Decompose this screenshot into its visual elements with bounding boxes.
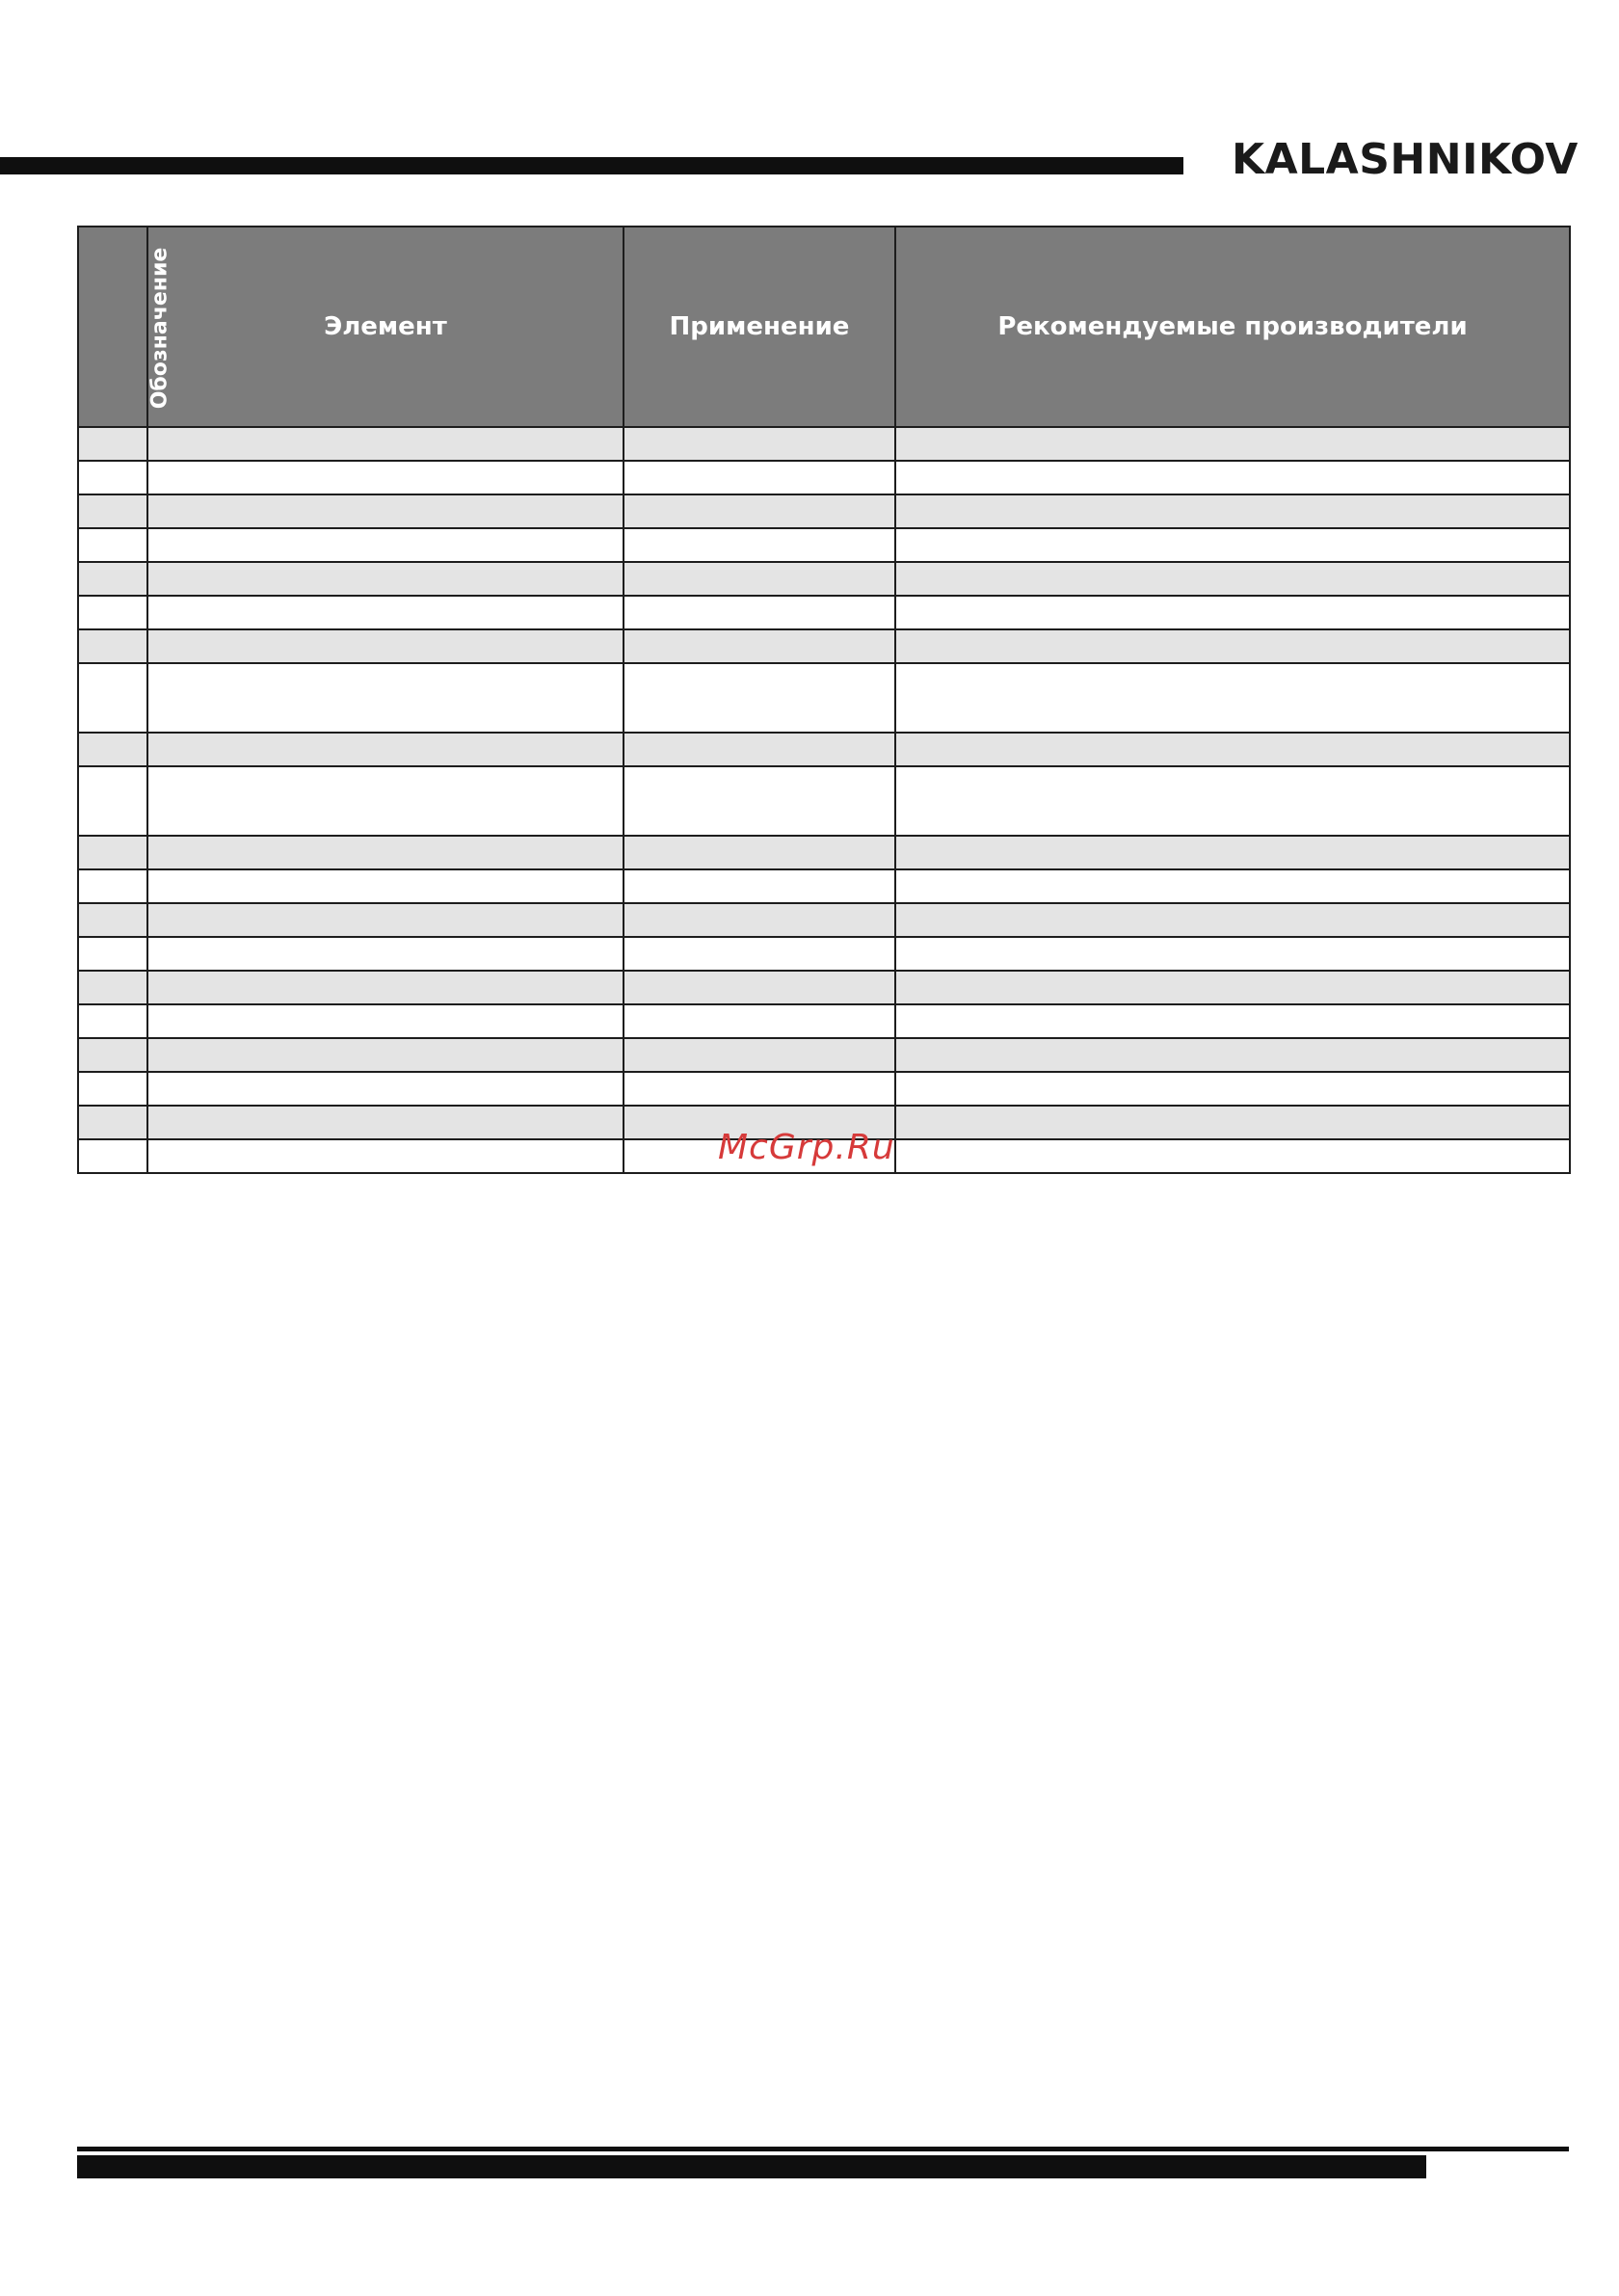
table-header-row <box>78 227 1570 427</box>
cell-element <box>147 528 624 562</box>
table-row <box>78 1004 1570 1038</box>
table-body <box>78 427 1570 1173</box>
cell-element <box>147 766 624 836</box>
cell-designation <box>78 461 147 494</box>
col-header-designation-label: Обозначение <box>147 247 173 410</box>
cell-element <box>147 596 624 629</box>
col-header-designation <box>78 227 173 427</box>
cell-manufacturers <box>895 733 1570 766</box>
cell-element <box>147 1106 624 1139</box>
table-row <box>78 629 1570 663</box>
cell-application <box>624 1004 895 1038</box>
cell-element <box>147 937 624 971</box>
cell-designation <box>78 869 147 903</box>
cell-application <box>624 1072 895 1106</box>
cell-element <box>147 1004 624 1038</box>
cell-designation <box>78 971 147 1004</box>
cell-designation <box>78 629 147 663</box>
cell-application <box>624 937 895 971</box>
cell-designation <box>78 903 147 937</box>
cell-designation <box>78 1139 147 1173</box>
cell-application <box>624 1038 895 1072</box>
cell-manufacturers <box>895 427 1570 461</box>
cell-element <box>147 562 624 596</box>
table-row <box>78 461 1570 494</box>
table-row <box>78 562 1570 596</box>
cell-application <box>624 596 895 629</box>
table-row <box>78 937 1570 971</box>
cell-application <box>624 629 895 663</box>
cell-application <box>624 971 895 1004</box>
cell-manufacturers <box>895 528 1570 562</box>
cell-manufacturers <box>895 494 1570 528</box>
cell-element <box>147 629 624 663</box>
cell-manufacturers <box>895 562 1570 596</box>
col-header-application: Применение <box>624 227 895 427</box>
cell-element <box>147 971 624 1004</box>
cell-designation <box>78 494 147 528</box>
cell-application <box>624 836 895 869</box>
table-row <box>78 869 1570 903</box>
cell-manufacturers <box>895 461 1570 494</box>
cell-element <box>147 836 624 869</box>
table-row <box>78 494 1570 528</box>
table-row <box>78 427 1570 461</box>
cell-designation <box>78 1106 147 1139</box>
brand-logo: KALASHNIKOV <box>1232 135 1579 184</box>
cell-designation <box>78 663 147 733</box>
cell-element <box>147 1072 624 1106</box>
table-row <box>78 596 1570 629</box>
cell-designation <box>78 1004 147 1038</box>
cell-manufacturers <box>895 1139 1570 1173</box>
cell-manufacturers <box>895 1106 1570 1139</box>
cell-element <box>147 1139 624 1173</box>
table-row <box>78 733 1570 766</box>
watermark: McGrp.Ru <box>718 1128 895 1167</box>
cell-element <box>147 461 624 494</box>
cell-designation <box>78 1072 147 1106</box>
cell-designation <box>78 562 147 596</box>
cell-application <box>624 461 895 494</box>
cell-application <box>624 903 895 937</box>
table-row <box>78 903 1570 937</box>
cell-manufacturers <box>895 1004 1570 1038</box>
cell-application <box>624 733 895 766</box>
table-row <box>78 663 1570 733</box>
cell-element <box>147 869 624 903</box>
cell-application <box>624 494 895 528</box>
cell-application <box>624 427 895 461</box>
cell-application <box>624 528 895 562</box>
table-row <box>78 766 1570 836</box>
cell-manufacturers <box>895 766 1570 836</box>
cell-designation <box>78 528 147 562</box>
cell-element <box>147 663 624 733</box>
cell-element <box>147 1038 624 1072</box>
table-row <box>78 971 1570 1004</box>
cell-manufacturers <box>895 971 1570 1004</box>
col-header-element: Элемент <box>147 227 624 427</box>
cell-designation <box>78 937 147 971</box>
cell-designation <box>78 596 147 629</box>
table-row <box>78 836 1570 869</box>
cell-manufacturers <box>895 1072 1570 1106</box>
top-rule <box>0 157 1183 174</box>
cell-element <box>147 903 624 937</box>
cell-element <box>147 733 624 766</box>
table-row <box>78 1072 1570 1106</box>
cell-manufacturers <box>895 596 1570 629</box>
cell-manufacturers <box>895 629 1570 663</box>
table-row <box>78 1038 1570 1072</box>
cell-application <box>624 869 895 903</box>
cell-manufacturers <box>895 663 1570 733</box>
bottom-rule-thick <box>77 2155 1426 2178</box>
cell-manufacturers <box>895 836 1570 869</box>
cell-application <box>624 766 895 836</box>
spec-table <box>77 226 1571 1174</box>
cell-element <box>147 427 624 461</box>
bottom-rule-thin <box>77 2147 1569 2151</box>
cell-manufacturers <box>895 869 1570 903</box>
cell-application <box>624 562 895 596</box>
cell-designation <box>78 733 147 766</box>
cell-element <box>147 494 624 528</box>
cell-manufacturers <box>895 903 1570 937</box>
table-row <box>78 528 1570 562</box>
cell-application <box>624 663 895 733</box>
cell-designation <box>78 766 147 836</box>
cell-designation <box>78 836 147 869</box>
cell-designation <box>78 427 147 461</box>
cell-manufacturers <box>895 937 1570 971</box>
cell-designation <box>78 1038 147 1072</box>
cell-manufacturers <box>895 1038 1570 1072</box>
col-header-manufacturers: Рекомендуемые производители <box>895 227 1570 427</box>
